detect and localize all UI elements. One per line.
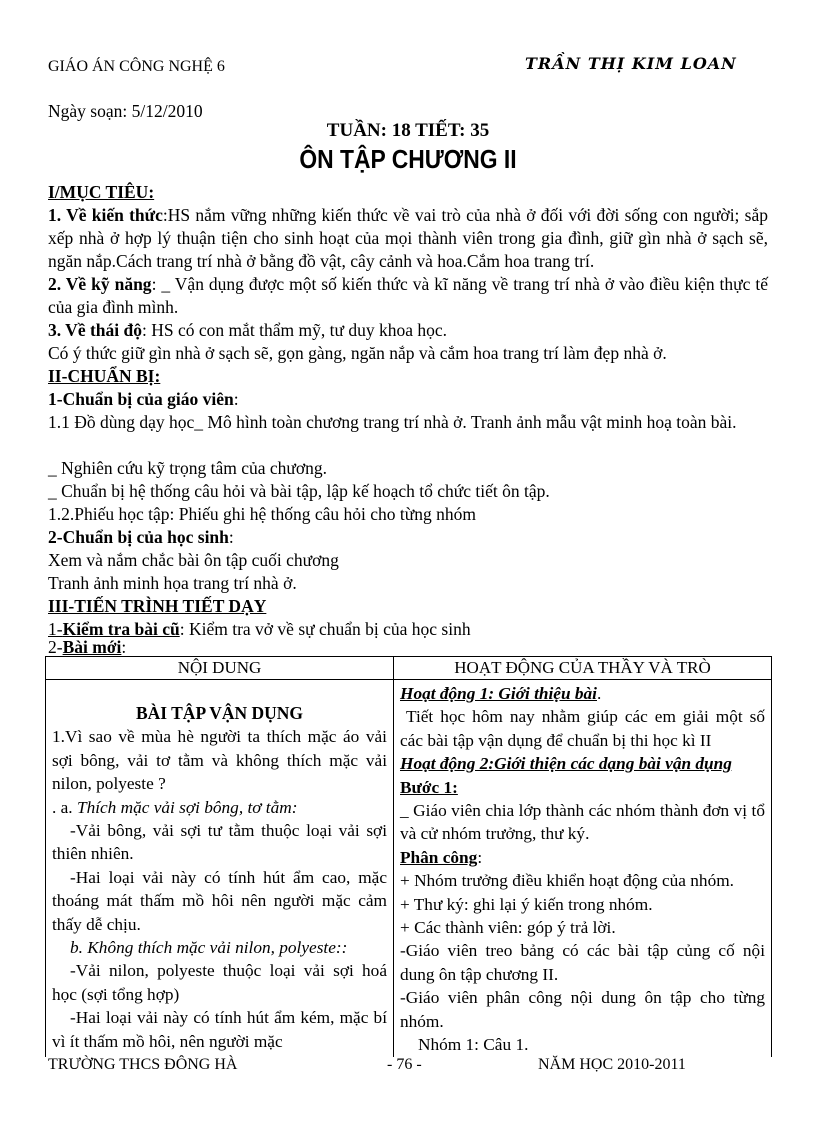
answer-b-heading: b. Không thích mặc vải nilon, polyeste:: [70,938,348,958]
answer-b-point-2: -Hai loại vải này có tính hút ẩm kém, mặc bí vì ít thấm mồ hôi, nên người mặc [52,1008,387,1051]
lesson-table [45,656,772,1057]
section-objectives-heading: I/MỤC TIÊU: [48,182,155,202]
teacher-prep-colon: : [233,389,239,409]
assignment-heading [400,846,765,869]
footer-school-year: NĂM HỌC 2010-2011 [538,1056,686,1073]
column-header-activities: HOẠT ĐỘNG CỦA THẦY VÀ TRÒ [394,657,772,680]
objective-attitude-text: : HS có con mắt thẩm mỹ, tư duy khoa học. [142,320,447,340]
objective-attitude [48,319,447,342]
group-1-task: Nhóm 1: Câu 1. [418,1035,529,1055]
new-lesson-prefix: 2- [48,637,63,657]
footer-school: TRƯỜNG THCS ĐÔNG HÀ [48,1056,238,1073]
assignment-role-2: + Thư ký: ghi lại ý kiến trong nhóm. [400,894,653,914]
column-header-content: NỘI DUNG [46,657,394,680]
student-prep-item-2: Tranh ảnh minh họa trang trí nhà ở. [48,573,297,593]
assignment-role-3: + Các thành viên: góp ý trả lời. [400,918,616,938]
student-prep-label: 2-Chuẩn bị của học sinh [48,527,229,547]
answer-a-point-2: -Hai loại vải này có tính hút ẩm cao, mặc thoáng mát thấm mồ hôi nên người mặc cảm thấy dễ chịu. [52,867,387,934]
answer-a-prefix: . a. [52,797,77,817]
header-author: TRẦN THỊ KIM LOAN [525,54,737,73]
new-lesson-colon: : [121,637,127,657]
objective-skill-label: 2. Về kỹ năng [48,274,152,294]
teacher-action-1: -Giáo viên treo bảng có các bài tập củng cố nội dung ôn tập chương II. [400,941,765,984]
answer-b-point-1: -Vải nilon, polyeste thuộc loại vải sợi hoá học (sợi tổng hợp) [52,961,387,1004]
content-cell [46,680,394,1057]
teacher-prep-heading [48,388,239,411]
objective-skill-text: : _ Vận dụng được một số kiến thức và kĩ năng về trang trí nhà ở vào điều kiện thực tế của gia đình mình. [48,274,768,317]
objective-attitude-label: 3. Về thái độ [48,320,142,340]
section-preparation-heading: II-CHUẨN BỊ: [48,366,161,386]
teacher-prep-item-3: _ Chuẩn bị hệ thống câu hỏi và bài tập, lập kế hoạch tổ chức tiết ôn tập. [48,481,550,501]
answer-a-heading [52,796,387,819]
objective-skill [48,273,768,319]
new-lesson-label: Bài mới [62,637,122,657]
exercise-title: BÀI TẬP VẬN DỤNG [135,703,304,723]
teacher-prep-label: 1-Chuẩn bị của giáo viên [48,389,234,409]
teacher-prep-item-2: _ Nghiên cứu kỹ trọng tâm của chương. [48,458,327,478]
objective-attitude-extra: Có ý thức giữ gìn nhà ở sạch sẽ, gọn gàng, ngăn nắp và cắm hoa trang trí làm đẹp nhà ở. [48,343,667,363]
teacher-prep-item-4: 1.2.Phiếu học tập: Phiếu ghi hệ thống câu hỏi cho từng nhóm [48,504,476,524]
assignment-colon: : [477,847,483,867]
step-1-text: _ Giáo viên chia lớp thành các nhóm thành đơn vị tổ và cử nhóm trưởng, thư ký. [400,801,765,844]
student-prep-item-1: Xem và nắm chắc bài ôn tập cuối chương [48,550,339,570]
teacher-prep-item-1: 1.1 Đồ dùng dạy học_ Mô hình toàn chương trang trí nhà ở. Tranh ảnh mẫu vật minh hoạ toàn bài. [48,412,737,432]
old-lesson-check-label: Kiểm tra bài cũ [62,619,180,639]
activity-1-heading [400,682,765,705]
objective-knowledge-label: 1. Về kiến thức [48,205,163,225]
preparation-date: Ngày soạn: 5/12/2010 [48,101,203,121]
student-prep-colon: : [228,527,234,547]
objective-knowledge [48,204,768,273]
week-lesson: TUẦN: 18 TIẾT: 35 [326,120,490,141]
section-process-heading: III-TIẾN TRÌNH TIẾT DẠY [48,596,267,616]
student-prep-heading [48,526,234,549]
answer-a-text: Thích mặc vải sợi bông, tơ tằm: [76,797,298,817]
activities-cell [394,680,772,1057]
activity-1-dot: . [597,684,602,703]
step-1-heading: Bước 1: [400,777,458,797]
old-lesson-check-prefix: 1- [48,619,63,639]
question-1: 1.Vì sao về mùa hè người ta thích mặc áo vải sợi bông, vải tơ tằm và không thích mặc vải nilon, polyeste ? [52,727,387,794]
old-lesson-check-text: : Kiểm tra vở về sự chuẩn bị của học sinh [179,619,471,639]
teacher-action-2: -Giáo viên phân công nội dung ôn tập cho từng nhóm. [400,988,765,1031]
activity-2-heading: Hoạt động 2:Giới thiện các dạng bài vận dụng [400,754,732,774]
activity-1-text: Tiết học hôm nay nhằm giúp các em giải một số các bài tập vận dụng để chuẩn bị thi học kì II [400,707,765,750]
header-subject: GIÁO ÁN CÔNG NGHỆ 6 [48,58,225,75]
answer-a-point-1: -Vải bông, vải sợi tư tằm thuộc loại vải sợi thiên nhiên. [52,821,387,864]
assignment-label: Phân công [400,847,478,867]
footer-page-number: - 76 - [387,1056,422,1073]
page-title: ÔN TẬP CHƯƠNG II [299,144,517,174]
objective-knowledge-text: :HS nắm vững những kiến thức về vai trò của nhà ở đối với đời sống con người; sắp xếp nhà ở hợp lý thuận tiện cho sinh hoạt của mọi thành viên trong gia đình, giữ gìn nhà ở sạch sẽ, ngăn nắp.Cách trang trí nhà ở bằng đồ vật, cây cảnh và hoa.Cắm hoa trang trí. [48,205,769,271]
table-header-row [46,657,772,680]
table-row [46,680,772,1057]
assignment-role-1: + Nhóm trưởng điều khiển hoạt động của nhóm. [400,871,734,891]
activity-1-label: Hoạt động 1: Giới thiệu bài [400,684,597,703]
